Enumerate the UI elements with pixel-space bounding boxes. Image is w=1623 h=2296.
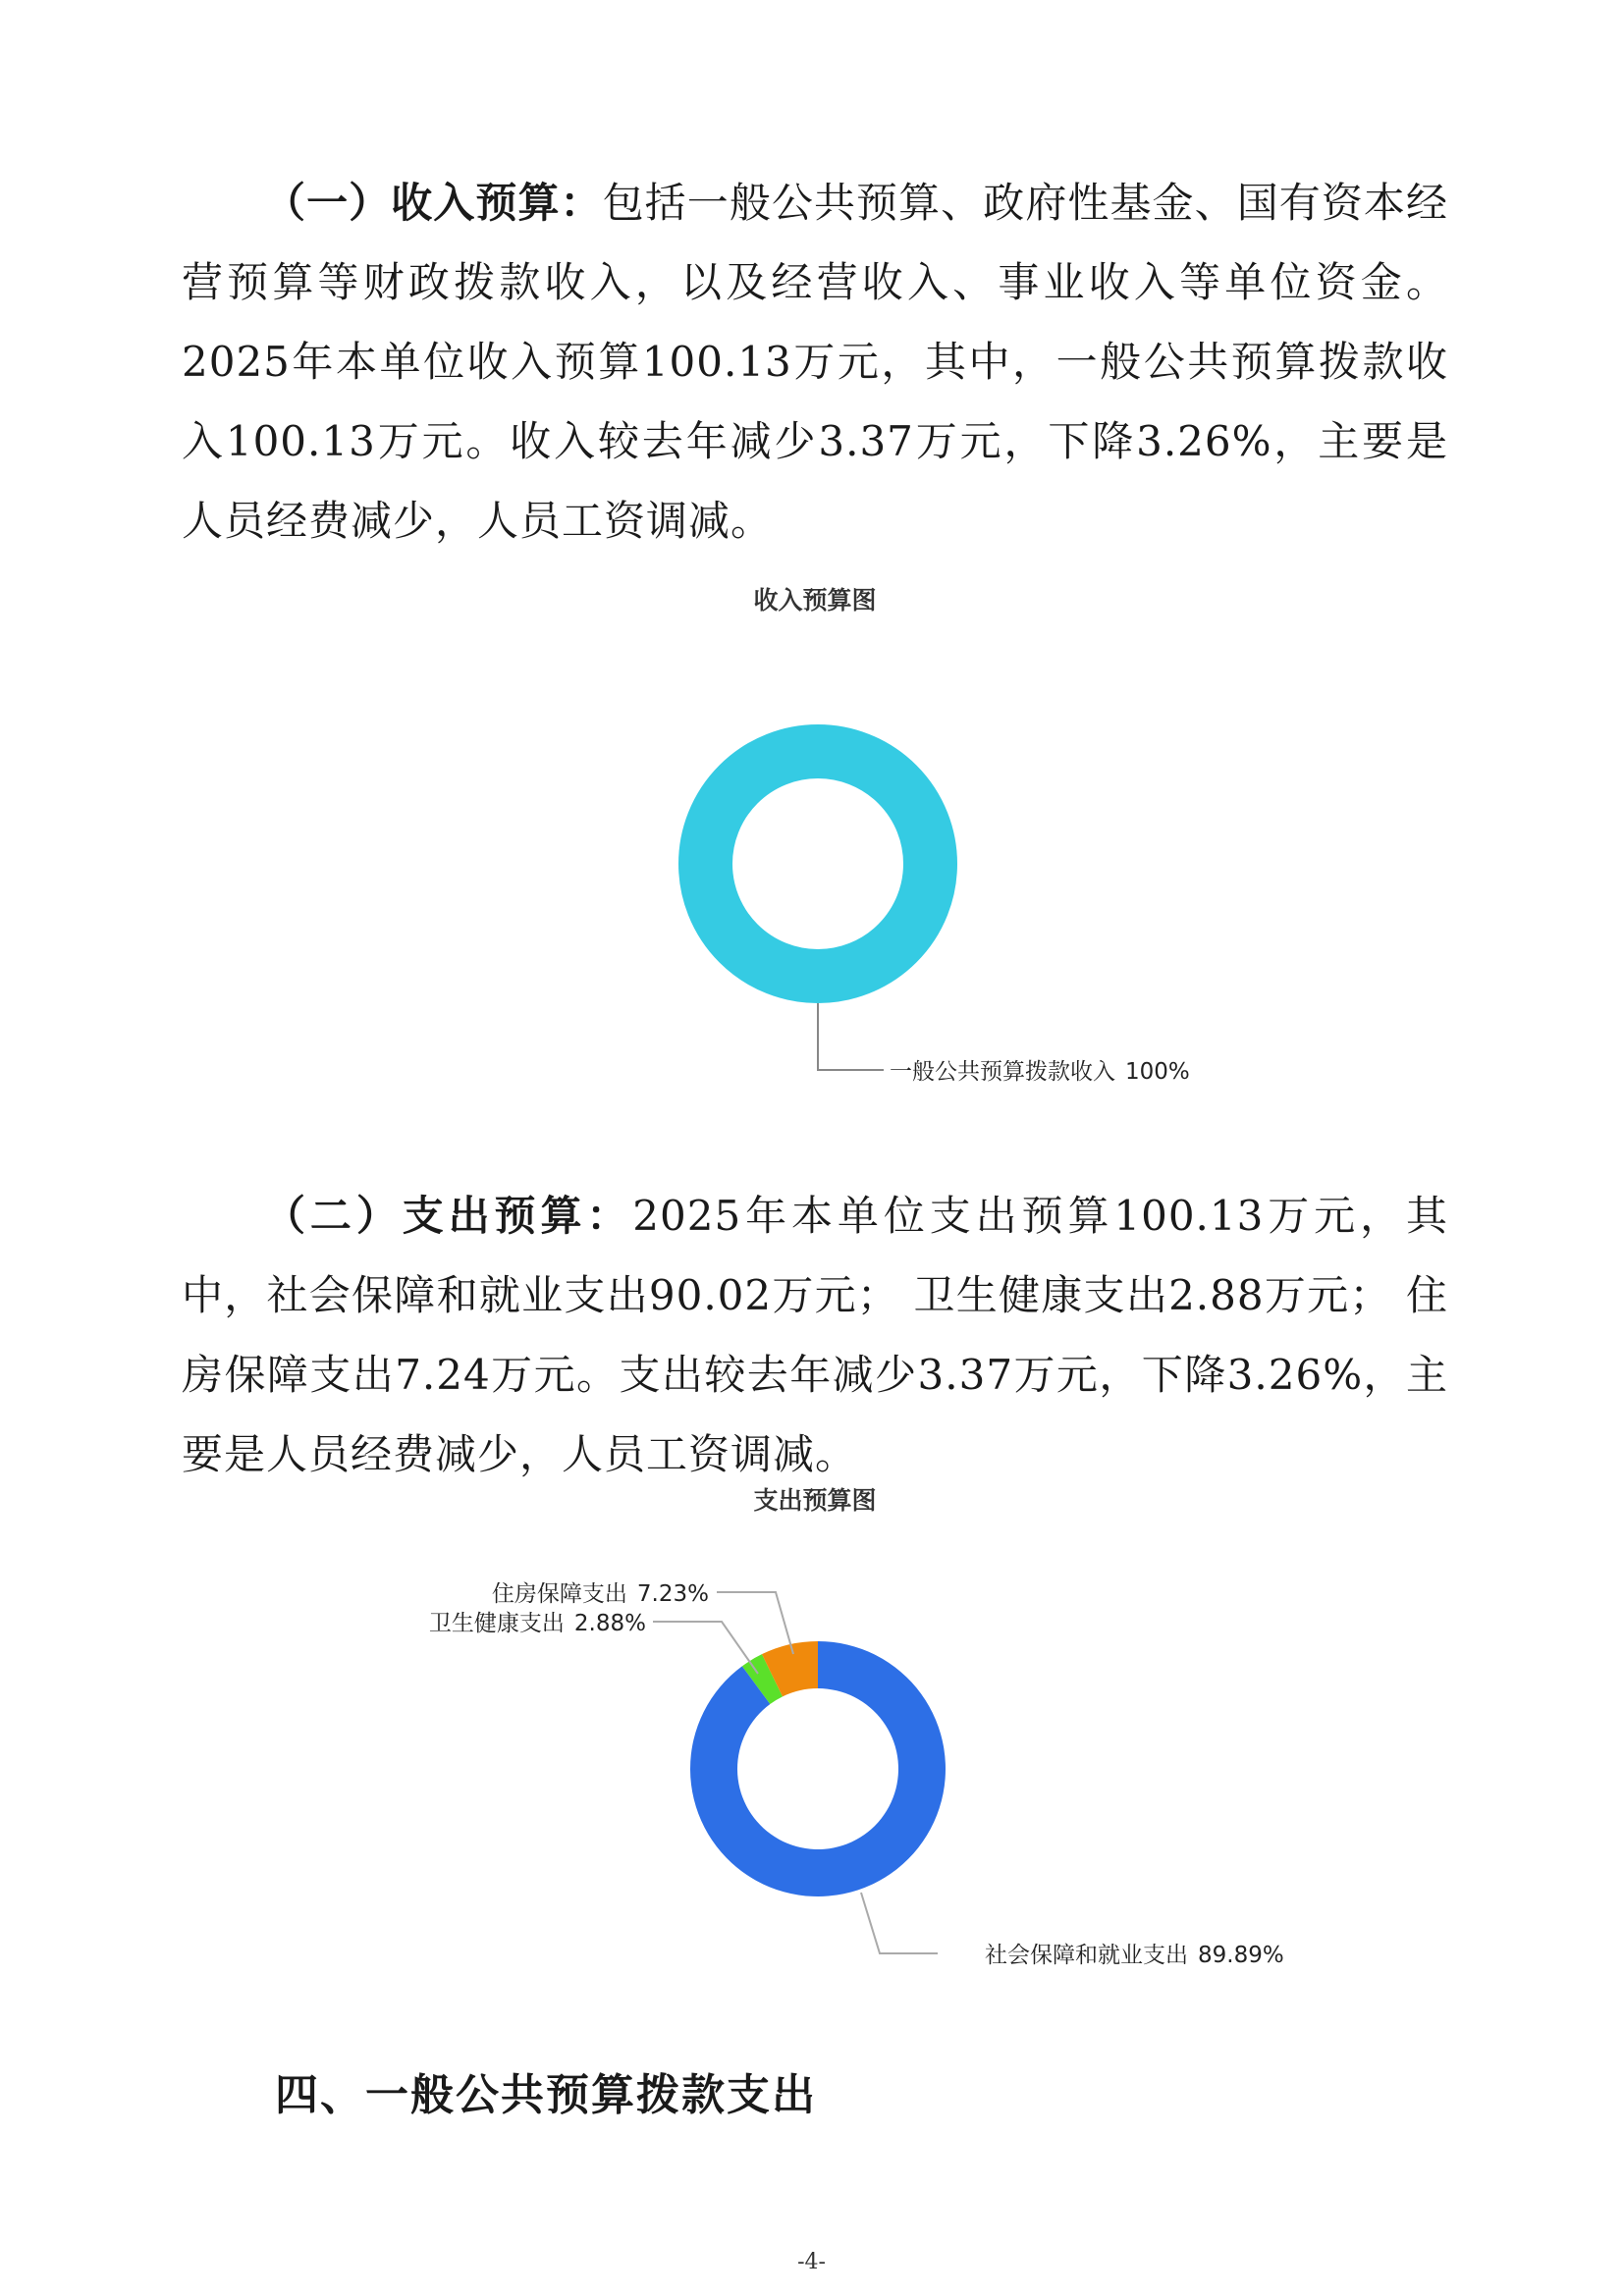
social-slice-value: 89.89%	[1198, 1943, 1284, 1968]
housing-slice-label	[492, 1581, 709, 1607]
income-slice-label	[890, 1059, 1190, 1085]
expense-chart-slices	[690, 1641, 946, 1896]
income-text: 包括一般公共预算、政府性基金、国有资本经营预算等财政拨款收入，以及经营收入、事业收入等单位资金。2025年本单位收入预算100.13万元，其中，一般公共预算拨款收入100.13万元。收入较去年减少3.37万元，下降3.26%，主要是人员经费减少，人员工资调减。	[182, 179, 1448, 545]
social-slice-leader-line	[861, 1893, 938, 1953]
housing-slice-value: 7.23%	[636, 1581, 709, 1607]
income-chart-slices	[706, 752, 931, 977]
health-slice-leader-line	[653, 1622, 758, 1674]
housing-slice-leader-line	[717, 1592, 793, 1654]
income-slice-name: 一般公共预算拨款收入	[890, 1059, 1115, 1085]
income-chart-title: 收入预算图	[753, 586, 877, 614]
income-slice-value: 100%	[1125, 1059, 1190, 1085]
section-heading: 四、一般公共预算拨款支出	[275, 2070, 817, 2120]
income-lead: （一）收入预算：	[264, 179, 603, 227]
income-slice-leader-line	[818, 1003, 884, 1070]
income-paragraph	[182, 163, 1448, 561]
expense-chart-title: 支出预算图	[753, 1486, 877, 1515]
expense-text: 2025年本单位支出预算100.13万元，其中，社会保障和就业支出90.02万元； 卫生健康支出2.88万元； 住房保障支出7.24万元。支出较去年减少3.37万元，下降3.26%，主要是人员经费减少，人员工资调减。	[182, 1192, 1448, 1478]
social-slice-name: 社会保障和就业支出	[985, 1943, 1188, 1968]
expense-chart	[0, 1477, 1623, 1988]
page-number: -4-	[797, 2250, 826, 2274]
housing-slice-name: 住房保障支出	[491, 1581, 627, 1607]
income-slice-0	[706, 752, 931, 977]
health-slice-value: 2.88%	[573, 1611, 646, 1636]
social-slice-label	[985, 1943, 1284, 1968]
health-slice-label	[429, 1611, 646, 1636]
expense-paragraph	[182, 1176, 1448, 1494]
income-chart	[0, 579, 1623, 1109]
health-slice-name: 卫生健康支出	[428, 1611, 565, 1636]
expense-lead: （二）支出预算：	[264, 1192, 633, 1240]
